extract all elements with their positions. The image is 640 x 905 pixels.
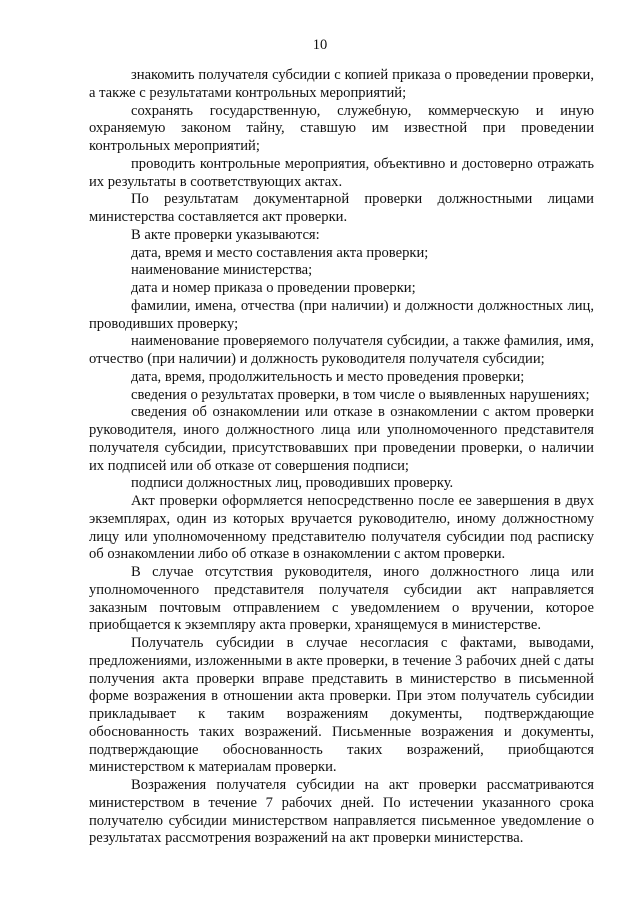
paragraph: сведения об ознакомлении или отказе в ознакомлении с актом проверки руководителя, иного должностного лица или уполномоченного представителя получателя субсидии, присутствовавших при проведении проверки, о наличии их подписей или об отказе от совершения подписи; xyxy=(89,404,594,474)
paragraph: В случае отсутствия руководителя, иного должностного лица или уполномоченного представителя получателя субсидии акт направляется заказным почтовым отправлением с уведомлением о вручении, которое приобщается к экземпляру акта проверки, хранящемуся в министерстве. xyxy=(89,564,594,634)
paragraph: дата, время, продолжительность и место проведения проверки; xyxy=(131,368,525,385)
paragraph: наименование министерства; xyxy=(131,262,313,279)
paragraph: Возражения получателя субсидии на акт проверки рассматриваются министерством в течение 7 рабочих дней. По истечении указанного срока получателю субсидии министерством направляется письменное уведомление о результатах рассмотрения возражений на акт проверки министерства. xyxy=(89,777,594,847)
paragraph: дата, время и место составления акта проверки; xyxy=(131,244,429,261)
paragraph: По результатам документарной проверки должностными лицами министерства составляется акт проверки. xyxy=(89,191,594,225)
paragraph: знакомить получателя субсидии с копией приказа о проведении проверки, а также с результатами контрольных мероприятий; xyxy=(89,67,594,101)
paragraph: подписи должностных лиц, проводивших проверку. xyxy=(131,475,454,492)
paragraph: сохранять государственную, служебную, коммерческую и иную охраняемую законом тайну, ставшую им известной при проведении контрольных мероприятий; xyxy=(89,102,594,154)
paragraph: В акте проверки указываются: xyxy=(131,226,320,243)
paragraph: наименование проверяемого получателя субсидии, а также фамилия, имя, отчество (при наличии) и должность руководителя получателя субсидии; xyxy=(89,333,594,367)
document-body xyxy=(89,67,594,848)
paragraph: дата и номер приказа о проведении проверки; xyxy=(131,280,416,296)
paragraph: Акт проверки оформляется непосредственно после ее завершения в двух экземплярах, один из которых вручается руководителю, иному должностному лицу или уполномоченному представителю получателя субсидии под расписку об ознакомлении либо об отказе в ознакомлении с актом проверки. xyxy=(89,493,594,563)
paragraph: сведения о результатах проверки, в том числе о выявленных нарушениях; xyxy=(131,386,590,403)
paragraph: Получатель субсидии в случае несогласия с фактами, выводами, предложениями, изложенными в акте проверки, в течение 3 рабочих дней с даты получения акта проверки вправе представить в министерство в письменной форме возражения в отношении акта проверки. При этом получатель субсидии прикладывает к таким возражениям документы, подтверждающие обоснованность таких возражений. Письменные возражения и документы, подтверждающие обоснованность таких возражений, приобщаются министерством к материалам проверки. xyxy=(89,635,594,776)
paragraph: фамилии, имена, отчества (при наличии) и должности должностных лиц, проводивших проверку; xyxy=(89,297,594,332)
paragraph: проводить контрольные мероприятия, объективно и достоверно отражать их результаты в соответствующих актах. xyxy=(89,155,594,190)
page-number: 10 xyxy=(312,37,328,53)
